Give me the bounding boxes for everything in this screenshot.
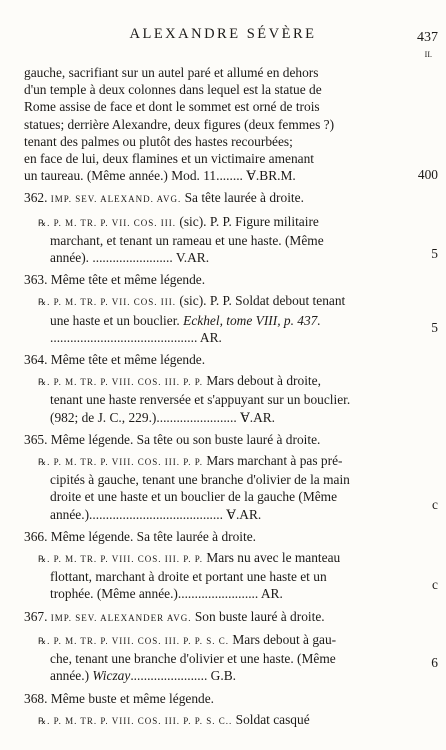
entry-number: 363. [24, 272, 48, 288]
value-entry-367: 6 [431, 655, 438, 670]
text-line: année.)........................................ Ɐ.AR. [50, 506, 262, 522]
text-line: ....................... G.B. [130, 668, 236, 684]
value-entry-365: c [432, 497, 438, 512]
text-line: che, tenant une branche d'olivier et une haste. (Même [50, 651, 336, 667]
running-title: ALEXANDRE SÉVÈRE [129, 26, 317, 42]
text-line: Mars debout à gau- [232, 631, 337, 647]
entry-362-reverse [24, 213, 410, 267]
text-line: cipités à gauche, tenant une branche d'olivier de la main [50, 472, 350, 488]
obverse-description: Même buste et même légende. [50, 690, 215, 706]
obverse-description: Même légende. Sa tête ou son buste lauré à droite. [50, 431, 321, 447]
catalogue-body [24, 64, 410, 730]
reverse-legend: ℞. P. M. TR. P. VIII. COS. III. P. P. [38, 457, 204, 468]
text-line: droite et une haste et un bouclier de la gauche (Même [50, 489, 338, 505]
entry-366-reverse [24, 549, 410, 603]
obverse-description: Son buste lauré à droite. [194, 608, 325, 624]
press-mark: II. [424, 50, 432, 59]
page-number: 437 [417, 30, 438, 45]
value-entry-366: c [432, 577, 438, 592]
text-line: année). ........................ V.AR. [50, 250, 210, 266]
obverse-description: Même tête et même légende. [50, 272, 206, 288]
entry-368-head [24, 690, 410, 707]
entry-continuation [24, 64, 410, 184]
entry-365-reverse [24, 452, 410, 523]
obverse-description: Même légende. Sa tête laurée à droite. [50, 528, 257, 544]
text-line: gauche, sacrifiant sur un autel paré et allumé en dehors [24, 65, 319, 80]
text-line: Rome assise de face et dont le sommet est orné de trois [24, 99, 320, 115]
entry-366-head [24, 528, 410, 545]
entry-367-reverse [24, 631, 410, 685]
entry-number: 366. [24, 528, 48, 544]
entry-364-head [24, 351, 410, 368]
text-line: Mars nu avec le manteau [206, 550, 341, 566]
reverse-legend: ℞. P. M. TR. P. VIII. COS. III. P. P. S. C.. [38, 715, 233, 726]
text-line: tenant des palmes ou plutôt des hastes recourbées; [24, 133, 293, 149]
entry-367-head [24, 608, 410, 627]
value-entry-362: 5 [431, 246, 438, 261]
text-line: marchant, et tenant un rameau et une haste. (Même [50, 232, 324, 248]
value-entry-cont: 400 [417, 167, 438, 182]
citation: Eckhel, tome VIII, p. 437. [183, 312, 321, 328]
entry-363-head [24, 271, 410, 288]
entry-number: 367. [24, 608, 48, 624]
obverse-description: Même tête et même légende. [50, 352, 206, 368]
entry-362-head [24, 189, 410, 208]
citation: Wiczay [92, 668, 131, 684]
value-entry-363: 5 [431, 320, 438, 335]
entry-363-reverse [24, 292, 410, 346]
text-line: Soldat casqué [235, 711, 310, 727]
text-line: trophée. (Même année.)........................ AR. [50, 586, 283, 602]
text-line: Mars debout à droite, [206, 373, 321, 389]
entry-368-reverse [24, 711, 410, 730]
obverse-legend: IMP. SEV. ALEXANDER AVG. [50, 612, 192, 623]
reverse-legend: ℞. P. M. TR. P. VII. COS. III. [38, 297, 177, 308]
entry-number: 365. [24, 431, 48, 447]
entry-number: 368. [24, 690, 48, 706]
text-line: un taureau. (Même année.) Mod. 11........ Ɐ.BR.M. [24, 168, 296, 184]
reverse-legend: ℞. P. M. TR. P. VIII. COS. III. P. P. S. C. [38, 635, 230, 646]
reverse-legend: ℞. P. M. TR. P. VIII. COS. III. P. P. [38, 554, 204, 565]
text-line: statues; derrière Alexandre, deux figures (deux femmes ?) [24, 116, 335, 132]
entry-364-reverse [24, 372, 410, 426]
reverse-legend: ℞. P. M. TR. P. VIII. COS. III. P. P. [38, 377, 204, 388]
text-line: tenant une haste renversée et s'appuyant sur un bouclier. [50, 392, 351, 408]
obverse-legend: IMP. SEV. ALEXAND. AVG. [50, 194, 182, 205]
text-line: d'un temple à deux colonnes dans lequel est la statue de [24, 82, 322, 98]
entry-365-head [24, 431, 410, 448]
text-line: ............................................ AR. [50, 329, 222, 345]
text-line: en face de lui, deux flamines et un victimaire amenant [24, 151, 315, 167]
text-line: une haste et un bouclier. [50, 312, 180, 328]
entry-number: 362. [24, 190, 48, 206]
obverse-description: Sa tête laurée à droite. [184, 190, 304, 206]
text-line: Mars marchant à pas pré- [206, 453, 343, 469]
text-line: année.) [50, 668, 90, 684]
text-line: flottant, marchant à droite et portant une haste et un [50, 569, 327, 585]
reverse-legend: ℞. P. M. TR. P. VII. COS. III. [38, 217, 177, 228]
text-line: (982; de J. C., 229.)........................ Ɐ.AR. [50, 409, 276, 425]
text-line: (sic). P. P. Soldat debout tenant [179, 293, 346, 309]
text-line: (sic). P. P. Figure militaire [179, 213, 319, 229]
entry-number: 364. [24, 352, 48, 368]
